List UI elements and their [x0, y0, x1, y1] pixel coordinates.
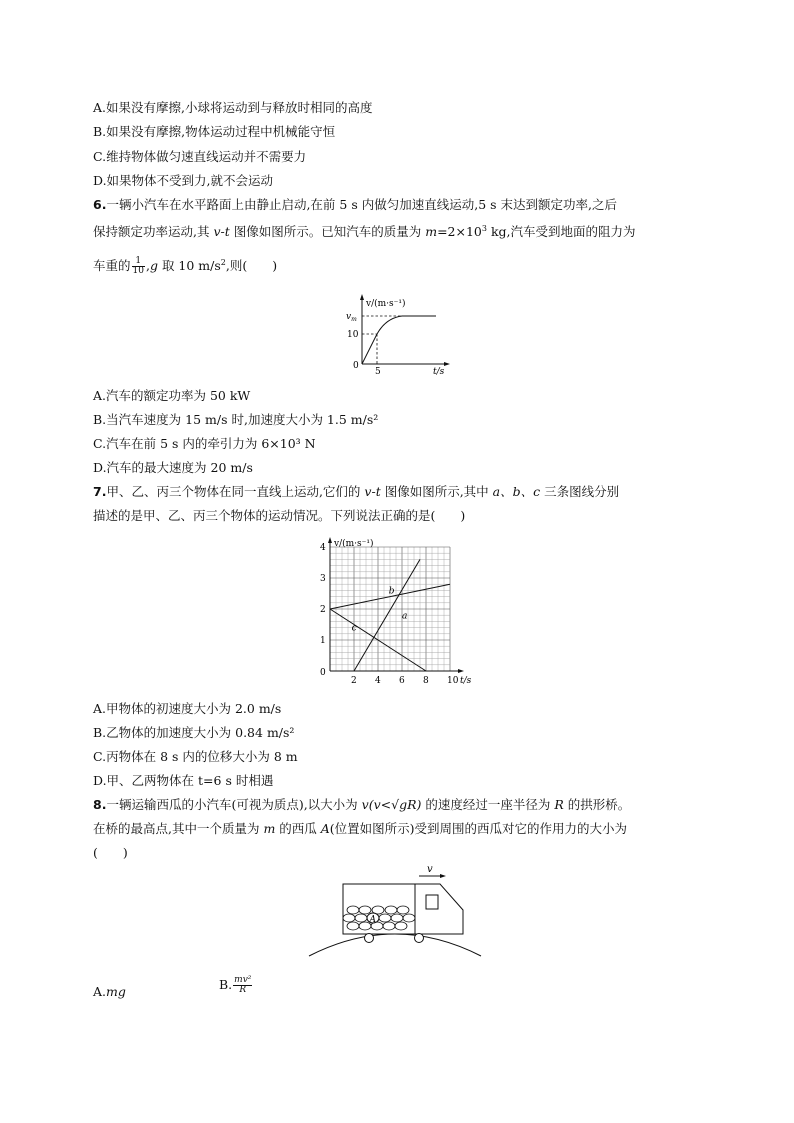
q7-vt: v-t: [364, 484, 381, 499]
chart-xlabel: t/s: [460, 676, 472, 686]
y-tick-label: 1: [320, 636, 326, 646]
q8-number: 8.: [93, 797, 107, 812]
tick-5: 5: [375, 367, 381, 376]
q6-text: ,则( ): [225, 258, 278, 274]
x-tick-label: 10: [447, 676, 459, 686]
q5-option-c: C.维持物体做匀速直线运动并不需要力: [93, 149, 307, 164]
arch-bridge: [309, 934, 481, 956]
q8-A-symbol: A: [320, 821, 330, 836]
series-label-b: b: [388, 586, 395, 597]
q6-vt-chart: [330, 292, 460, 376]
chart-xlabel: t/s: [433, 367, 445, 376]
q6-text: 一辆小汽车在水平路面上由静止启动,在前 5 s 内做匀加速直线运动,5 s 末达到额定功率,之后: [106, 197, 617, 212]
q6-exp: 2: [220, 258, 226, 267]
q6-stem-line3: [93, 255, 277, 276]
q8-text: 一辆运输西瓜的小汽车(可视为质点),以大小为: [106, 797, 362, 812]
q7-abc: a、b、c: [492, 484, 541, 499]
q7-text: 图像如图所示,其中: [380, 484, 493, 499]
q6-vt: v-t: [213, 224, 230, 240]
velocity-arrowhead: [440, 874, 446, 878]
frac-den: R: [239, 985, 247, 995]
q7-option-c: C.丙物体在 8 s 内的位移大小为 8 m: [93, 749, 298, 764]
series-label-a: a: [402, 611, 408, 622]
y-tick-label: 4: [320, 543, 326, 553]
x-axis-arrow: [444, 362, 450, 366]
q8-text: 在桥的最高点,其中一个质量为: [93, 821, 264, 836]
q8-text: 的西瓜: [275, 821, 321, 836]
q8-condition: v(v<√gR): [361, 797, 422, 812]
y-tick-label: 2: [320, 605, 326, 615]
series-curve-segment: [377, 316, 402, 334]
chart-ylabel: v/(m·s⁻¹): [366, 299, 406, 309]
x-tick-label: 8: [423, 676, 429, 686]
label-A: A: [369, 915, 376, 925]
tick-10: 10: [347, 330, 359, 340]
series-linear-segment: [362, 334, 377, 364]
chart-ylabel: v/(m·s⁻¹): [334, 539, 374, 549]
q8-text: 的速度经过一座半径为: [421, 797, 555, 812]
q7-text: 三条图线分别: [540, 484, 620, 499]
x-axis-arrow: [458, 669, 464, 673]
q7-option-a: A.甲物体的初速度大小为 2.0 m/s: [93, 701, 282, 716]
q8-option-b-fraction: [233, 976, 252, 995]
q8-option-b-label: B.: [219, 977, 233, 992]
q8-text: 的拱形桥。: [563, 797, 631, 812]
q6-option-c: C.汽车在前 5 s 内的牵引力为 6×10³ N: [93, 436, 316, 451]
velocity-label: v: [427, 864, 433, 875]
q5-option-b: B.如果没有摩擦,物体运动过程中机械能守恒: [93, 124, 336, 139]
y-tick-label: 3: [320, 574, 326, 584]
tick-origin: 0: [353, 361, 359, 371]
q8-radius-symbol: R: [554, 797, 564, 812]
q6-option-a: A.汽车的额定功率为 50 kW: [93, 388, 251, 403]
q7-option-d: D.甲、乙两物体在 t=6 s 时相遇: [93, 773, 274, 788]
q7-stem-line1: [93, 484, 619, 500]
q6-option-d: D.汽车的最大速度为 20 m/s: [93, 460, 253, 475]
q5-option-d: D.如果物体不受到力,就不会运动: [93, 173, 274, 188]
q6-text: 图像如图所示。已知汽车的质量为: [229, 224, 426, 240]
q8-mass-symbol: m: [263, 821, 276, 836]
series-label-c: c: [351, 623, 357, 634]
q6-text: 取 10 m/s: [157, 258, 221, 274]
q8-stem-line3: ( ): [93, 845, 128, 860]
q6-text: kg,汽车受到地面的阻力为: [486, 224, 636, 240]
x-tick-label: 4: [375, 676, 381, 686]
frac-num: mv²: [234, 975, 252, 985]
tick-vm: $v_m$: [346, 312, 357, 323]
q7-number: 7.: [93, 484, 107, 499]
fraction-one-tenth: [132, 257, 145, 276]
y-axis-arrow: [360, 294, 364, 300]
q8-truck-diagram: [305, 860, 485, 960]
origin-label: 0: [320, 668, 326, 678]
q6-exp: 3: [481, 224, 487, 233]
x-tick-label: 2: [351, 676, 357, 686]
q8-option-a-value: mg: [106, 984, 126, 999]
q6-stem-line2: [93, 221, 636, 240]
q7-stem-line2: 描述的是甲、乙、丙三个物体的运动情况。下列说法正确的是( ): [93, 508, 466, 523]
x-tick-label: 6: [399, 676, 405, 686]
truck-wheel-rear: [365, 934, 374, 943]
q8-option-b: [219, 976, 253, 995]
q8-option-a-label: A.: [93, 984, 107, 999]
q8-text: (位置如图所示)受到周围的西瓜对它的作用力的大小为: [329, 821, 628, 836]
frac-den: 10: [132, 266, 144, 277]
q6-text: 保持额定功率运动,其: [93, 224, 214, 240]
truck-cab: [415, 884, 463, 934]
truck-wheel-front: [415, 934, 424, 943]
q6-mass-symbol: m: [425, 224, 438, 240]
q8-stem-line2: [93, 821, 627, 837]
q6-text: 车重的: [93, 258, 131, 274]
q6-g-symbol: g: [149, 258, 158, 274]
frac-num: 1: [132, 257, 145, 267]
y-axis-arrow: [328, 537, 332, 543]
q5-option-a: A.如果没有摩擦,小球将运动到与释放时相同的高度: [93, 100, 373, 115]
q7-text: 甲、乙、丙三个物体在同一直线上运动,它们的: [106, 484, 365, 499]
q6-text: =2×10: [437, 224, 482, 240]
q6-option-b: B.当汽车速度为 15 m/s 时,加速度大小为 1.5 m/s²: [93, 412, 379, 427]
q7-option-b: B.乙物体的加速度大小为 0.84 m/s²: [93, 725, 295, 740]
q6-text: ,: [145, 258, 150, 274]
q8-stem-line1: [93, 797, 630, 813]
q6-stem-line1: [93, 197, 617, 213]
q6-number: 6.: [93, 197, 107, 212]
q8-option-a: [93, 984, 126, 1000]
q7-vt-chart: [314, 533, 484, 693]
